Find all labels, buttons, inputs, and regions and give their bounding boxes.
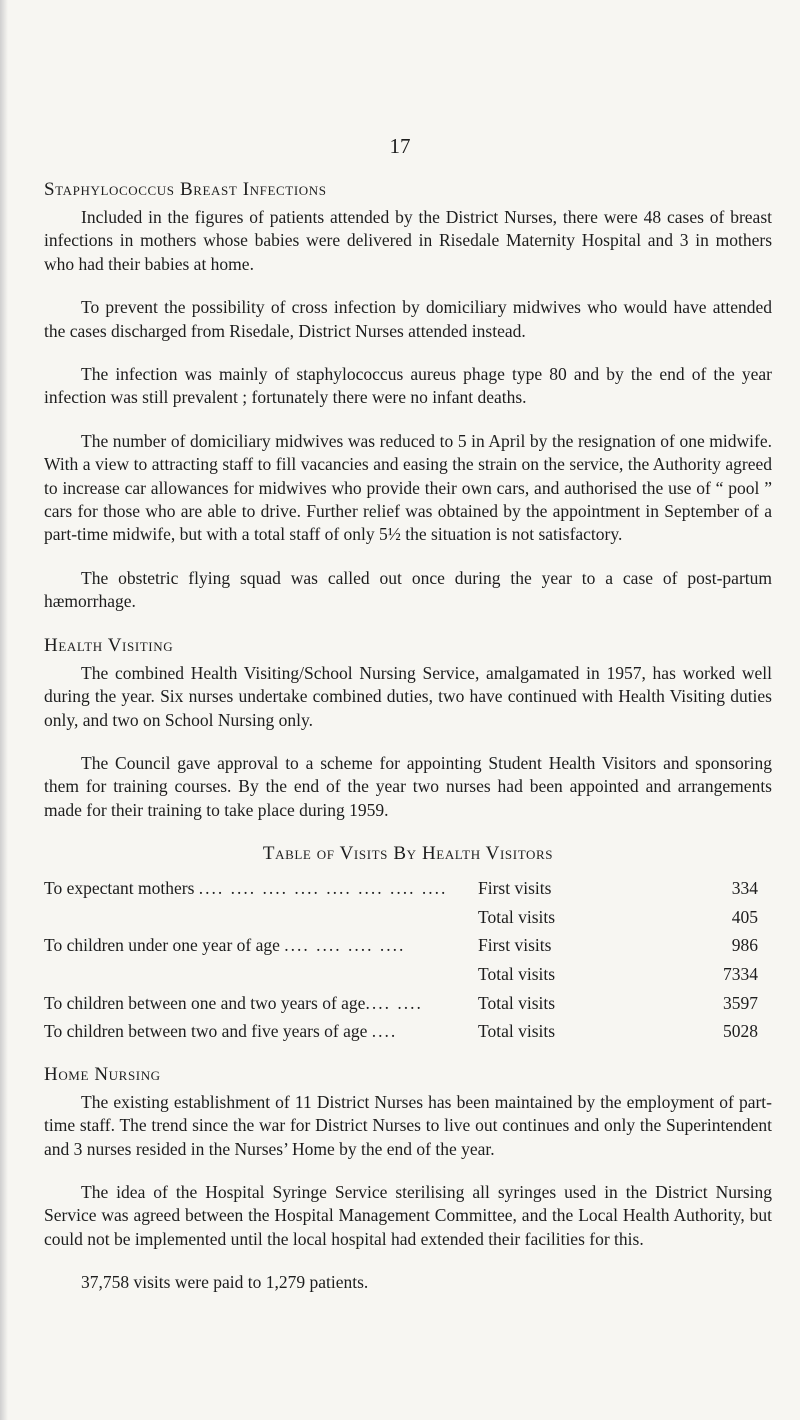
row-value: 7334 — [723, 963, 758, 984]
row-visit-type: First visits — [478, 878, 552, 899]
row-value: 3597 — [723, 992, 758, 1013]
table-row — [44, 992, 772, 1021]
row-visit-type: First visits — [478, 935, 552, 956]
row-value: 5028 — [723, 1021, 758, 1042]
paragraph: The existing establishment of 11 District Nurses has been maintained by the employment of part-time staff. The trend since the war for District Nurses to live out continues and only the Superintendent and 3 nurses resided in the Nurses’ Home by the end of the year. — [44, 1091, 772, 1159]
row-visit-type: Total visits — [478, 1021, 556, 1042]
row-category: To children between one and two years of age.... .... — [44, 992, 423, 1013]
row-value: 334 — [731, 878, 758, 899]
paragraph: The obstetric flying squad was called out once during the year to a case of post-partum hæmorrhage. — [44, 567, 772, 612]
row-visit-type: Total visits — [478, 963, 556, 984]
section-heading-home-nursing: Home Nursing — [44, 1063, 161, 1085]
section-heading-staphylococcus: Staphylococcus Breast Infections — [44, 179, 327, 200]
row-value: 986 — [731, 935, 758, 956]
table-row — [44, 934, 772, 963]
table-row — [44, 1020, 772, 1049]
paragraph: The infection was mainly of staphylococcus aureus phage type 80 and by the end of the year infection was still prevalent ; fortunately there were no infant deaths. — [44, 364, 772, 408]
table-title: Table of Visits By Health Visitors — [262, 843, 554, 865]
page-edge-shadow — [0, 0, 8, 1420]
paragraph: Included in the figures of patients attended by the District Nurses, there were 48 cases of breast infections in mothers whose babies were delivered in Risedale Maternity Hospital and 3 in mothers who had their babies at home. — [44, 207, 772, 274]
row-category: To children between two and five years of age .... — [44, 1021, 398, 1042]
row-visit-type: Total visits — [478, 992, 556, 1013]
paragraph: 37,758 visits were paid to 1,279 patients. — [81, 1272, 369, 1293]
visits-table — [44, 877, 772, 1049]
table-row — [44, 877, 772, 906]
row-category: To children under one year of age .... .... .... .... — [44, 935, 406, 956]
row-value: 405 — [731, 906, 758, 927]
paragraph: To prevent the possibility of cross infection by domiciliary midwives who would have attended the cases discharged from Risedale, District Nurses attended instead. — [44, 297, 772, 341]
row-category: To expectant mothers .... .... .... .... .... .... .... .... — [44, 878, 448, 899]
table-row — [44, 906, 772, 935]
paragraph: The idea of the Hospital Syringe Service sterilising all syringes used in the District Nursing Service was agreed between the Hospital Management Committee, and the Local Health Authority, but could not be implemented until the local hospital had extended their facilities for this. — [44, 1181, 772, 1249]
paragraph: The combined Health Visiting/School Nursing Service, amalgamated in 1957, has worked well during the year. Six nurses undertake combined duties, two have continued with Health Visiting duties only, and two on School Nursing only. — [44, 662, 772, 730]
page-number: 17 — [389, 134, 411, 158]
section-heading-health-visiting: Health Visiting — [44, 634, 174, 656]
table-row — [44, 963, 772, 992]
paragraph: The Council gave approval to a scheme for appointing Student Health Visitors and sponsoring them for training courses. By the end of the year two nurses had been appointed and arrangements made for their training to take place during 1959. — [44, 752, 772, 820]
row-visit-type: Total visits — [478, 906, 556, 927]
page-content — [44, 178, 772, 1315]
paragraph: The number of domiciliary midwives was reduced to 5 in April by the resignation of one midwife. With a view to attracting staff to fill vacancies and easing the strain on the service, the Authority agreed to increase car allowances for midwives who provide their own cars, and authorised the use of “ pool ” cars for those who are able to drive. Further relief was obtained by the appointment in September of a part-time midwife, but with a total staff of only 5½ the situation is not satisfactory. — [44, 430, 772, 545]
